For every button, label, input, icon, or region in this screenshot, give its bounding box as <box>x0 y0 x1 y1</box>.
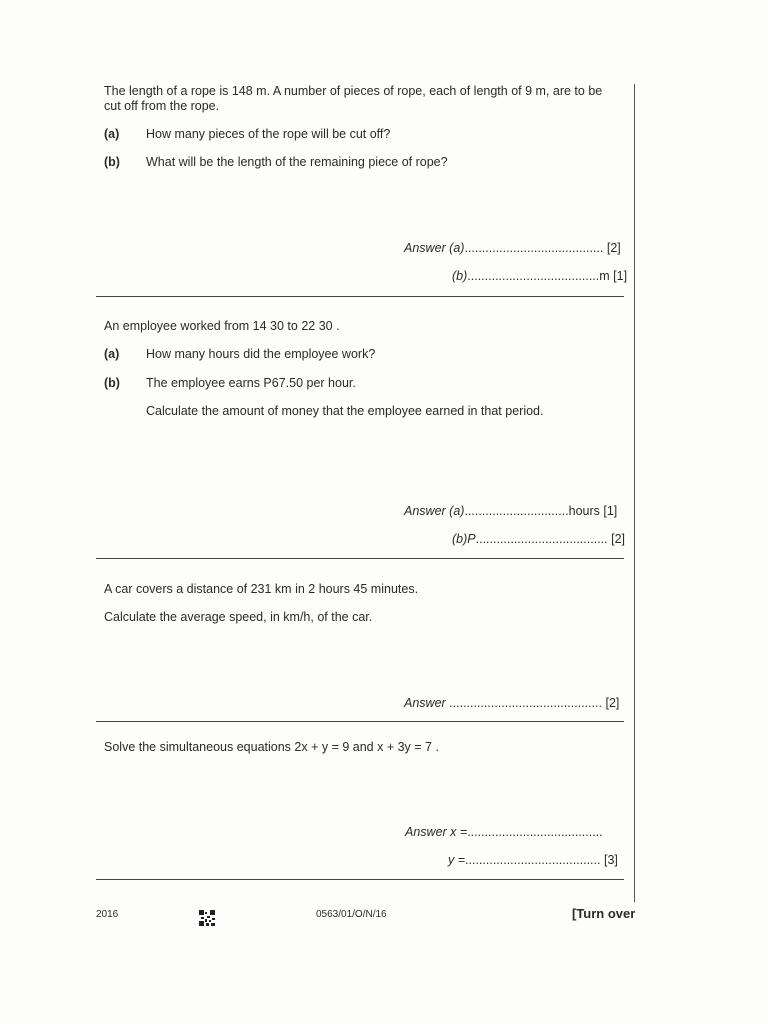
q2-part-b-label: (b) <box>104 376 120 390</box>
q1-answer-b-field[interactable]: ...................................... <box>467 269 600 283</box>
turn-over: [Turn over <box>572 906 636 921</box>
divider <box>96 721 624 722</box>
q1-part-b-label: (b) <box>104 155 120 169</box>
q2-answer-b-marks: [2] <box>611 532 625 546</box>
q2-part-a-text: How many hours did the employee work? <box>146 347 376 361</box>
q1-answer-b-prefix: (b) <box>452 269 468 283</box>
q1-answer-b-suffix: m [1] <box>599 269 628 283</box>
q1-answer-a <box>404 241 621 256</box>
q2-answer-b-field[interactable]: ...................................... <box>475 532 608 546</box>
barcode-icon <box>199 910 215 926</box>
q2-answer-a-suffix: hours [1] <box>568 504 618 518</box>
q1-stem-line1: The length of a rope is 148 m. A number of pieces of rope, each of length of 9 m, are to be <box>104 84 603 98</box>
q3-answer-marks: [2] <box>605 696 620 710</box>
divider <box>96 558 624 559</box>
q1-part-a-label: (a) <box>104 127 120 141</box>
q2-part-a-label: (a) <box>104 347 120 361</box>
q2-answer-a <box>404 504 617 519</box>
q4-answer-y-field[interactable]: ....................................... <box>465 853 601 867</box>
q3-answer-prefix: Answer <box>404 696 446 710</box>
q1-answer-a-marks: [2] <box>606 241 621 255</box>
q4-answer-x-field[interactable]: ....................................... <box>467 825 603 839</box>
q2-answer-b-prefix: (b)P <box>452 532 476 546</box>
q4-answer-y-marks: [3] <box>603 853 618 867</box>
q1-answer-b <box>452 269 627 284</box>
q1-answer-a-field[interactable]: ........................................ <box>464 241 604 255</box>
q1-part-b-text: What will be the length of the remaining piece of rope? <box>146 155 448 169</box>
footer-year: 2016 <box>96 909 119 920</box>
q1-part-a-text: How many pieces of the rope will be cut off? <box>146 127 391 141</box>
q2-stem: An employee worked from 14 30 to 22 30 . <box>104 319 340 333</box>
q3-stem: A car covers a distance of 231 km in 2 hours 45 minutes. <box>104 582 419 596</box>
divider <box>96 879 624 880</box>
q4-stem: Solve the simultaneous equations 2x + y = 9 and x + 3y = 7 . <box>104 740 439 754</box>
divider <box>96 296 624 297</box>
q3-answer-field[interactable]: ............................................ <box>449 696 602 710</box>
q2-answer-a-field[interactable]: .............................. <box>464 504 569 518</box>
q4-answer-x-prefix: Answer x = <box>405 825 468 839</box>
q4-answer-y-prefix: y = <box>448 853 466 867</box>
q2-part-b-text2: Calculate the amount of money that the employee earned in that period. <box>146 404 544 418</box>
q1-stem-line2: cut off from the rope. <box>104 99 220 113</box>
q3-answer <box>404 696 619 711</box>
q2-part-b-text: The employee earns P67.50 per hour. <box>146 376 356 390</box>
q3-instruction: Calculate the average speed, in km/h, of the car. <box>104 610 373 624</box>
q4-answer-x <box>405 825 603 840</box>
q1-answer-a-prefix: Answer (a) <box>404 241 465 255</box>
q2-answer-b <box>452 532 625 547</box>
right-margin-line <box>634 84 635 902</box>
q4-answer-y <box>448 853 618 868</box>
footer-code: 0563/01/O/N/16 <box>316 909 387 920</box>
q2-answer-a-prefix: Answer (a) <box>404 504 465 518</box>
